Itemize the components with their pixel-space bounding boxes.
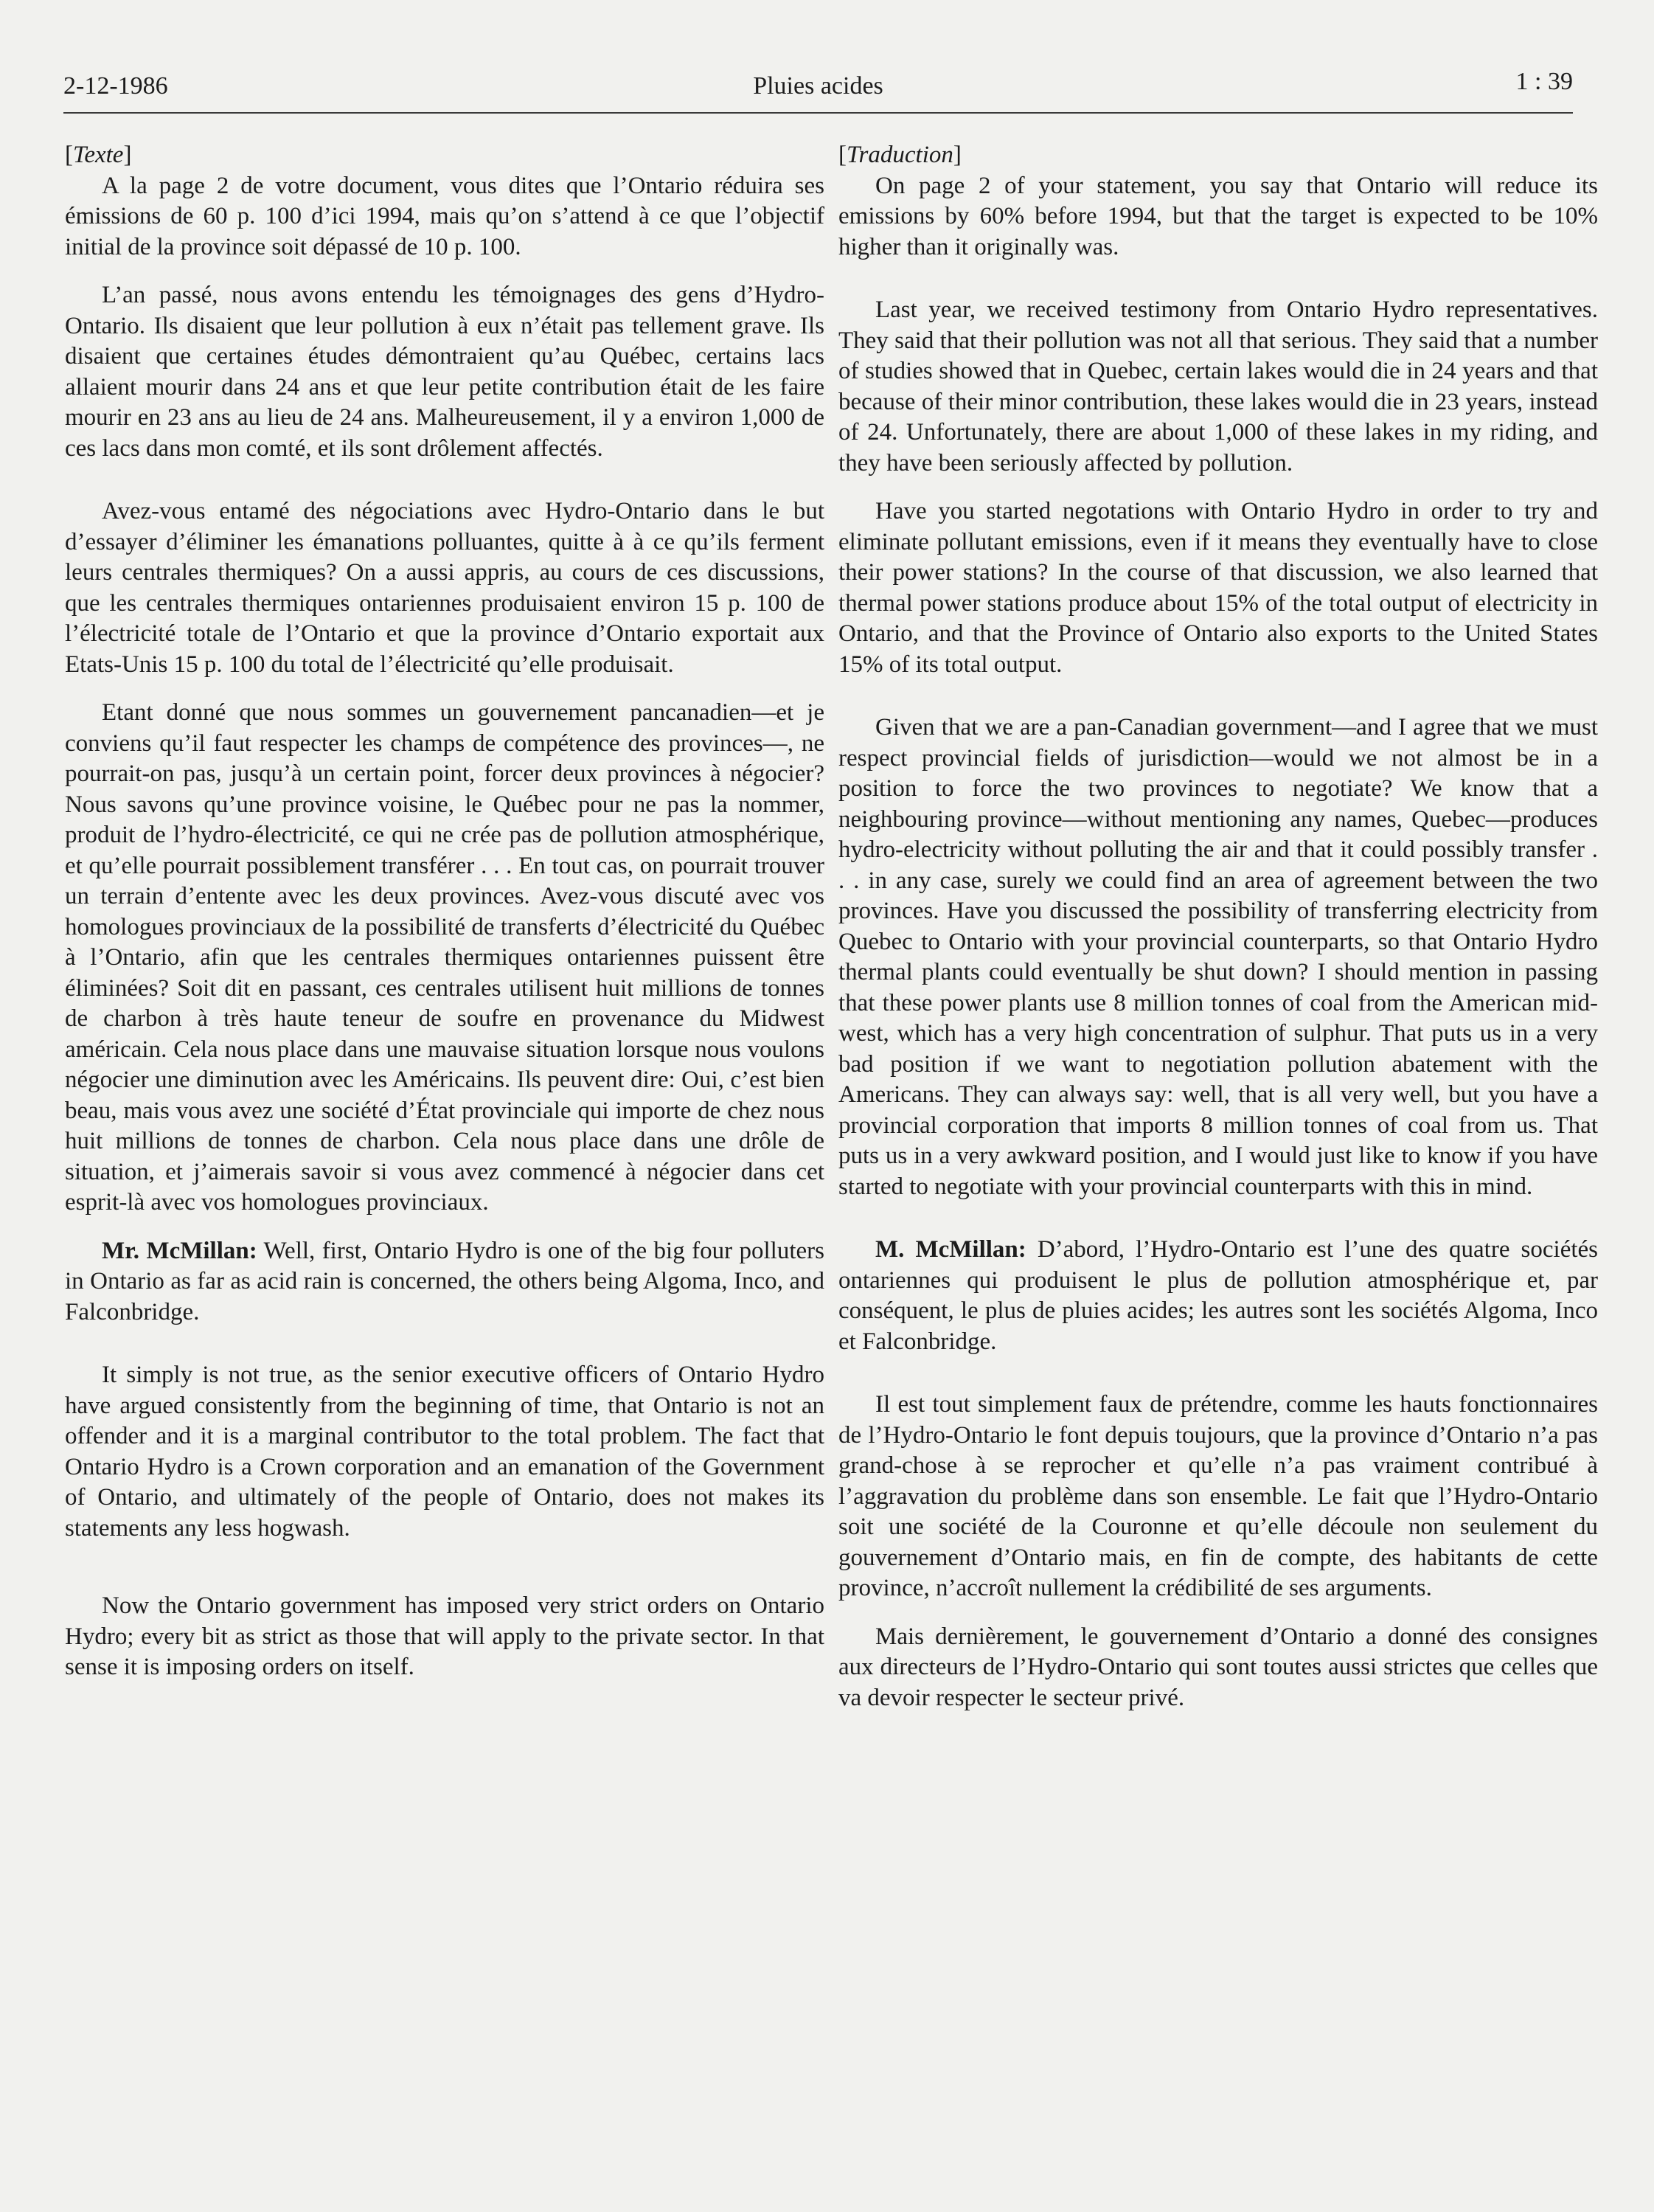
column-label: [Texte] xyxy=(65,142,132,168)
paragraph: Avez-vous entamé des négociations avec Hydro-Ontario dans le but d’essayer d’éliminer les émanations polluantes, quitte à à ce qu’ils ferment leurs centrales thermiques? On a aussi appris, au cours de ces discussions, que les centrales thermiques ontariennes produisaient environ 15 p. 100 de l’électricité totale de l’Ontario et que la province d’Ontario exportait aux Etats-Unis 15 p. 100 du total de l’électricité qu’elle produisait. xyxy=(65,498,824,678)
speaker-paragraph: Mr. McMillan: Well, first, Ontario Hydro is one of the big four polluters in Ontario as far as acid rain is concerned, the others being Algoma, Inco, and Falconbridge. xyxy=(65,1237,825,1325)
speaker-name: M. McMillan: xyxy=(875,1236,1026,1263)
header-page-number: 1 : 39 xyxy=(1515,68,1573,95)
left-column xyxy=(65,140,824,1701)
speaker-name: Mr. McMillan: xyxy=(102,1237,257,1264)
running-header xyxy=(63,68,1573,114)
paragraph: It simply is not true, as the senior executive officers of Ontario Hydro have argued consistently from the beginning of time, that Ontario is not an offender and it is a marginal contributor to the total problem. The fact that Ontario Hydro is a Crown corporation and an emanation of the Government of Ontario, and ultimately of the people of Ontario, does not makes its statements any less hogwash. xyxy=(65,1362,824,1542)
column-label: [Traduction] xyxy=(838,142,962,168)
header-title: Pluies acides xyxy=(753,72,883,100)
paragraph: Have you started negotations with Ontario Hydro in order to try and eliminate pollutant emissions, even if it means they eventually have to close their power stations? In the course of that discussion, we also learned that thermal power stations produce about 15% of the total output of electricity in Ontario, and that the Province of Ontario also exports to the United States 15% of its total output. xyxy=(838,498,1598,678)
paragraph: A la page 2 de votre document, vous dites que l’Ontario réduira ses émissions de 60 p. 100 d’ici 1994, mais qu’on s’attend à ce que l’objectif initial de la province soit dépassé de 10 p. 100. xyxy=(65,172,824,260)
header-date: 2-12-1986 xyxy=(63,72,168,100)
paragraph: Given that we are a pan-Canadian government—and I agree that we must respect provincial fields of jurisdiction—would we not almost be in a position to force the two provinces to negotiate? We know that a neighbouring province—without mentioning any names, Quebec—produces hydro-electricity without polluting the air and that it could possibly transfer . . . in any case, surely we could find an area of agreement between the two provinces. Have you discussed the possibility of transferring electricity from Quebec to Ontario with your provincial counterparts, so that Ontario Hydro thermal plants could eventually be shut down? I should mention in passing that these power plants use 8 million tonnes of coal from the American mid-west, which has a very high concentration of sulphur. That puts us in a very bad position if we want to negotiation pollution abatement with the Americans. They can always say: well, that is all very well, but you have a provincial corporation that imports 8 million tonnes of coal from us. That puts us in a very awkward position, and I would just like to know if you have started to negotiate with your provincial counterparts with this in mind. xyxy=(838,714,1598,1200)
paragraph: Il est tout simplement faux de prétendre, comme les hauts fonctionnaires de l’Hydro-Ontario le font depuis toujours, que la province d’Ontario n’a pas grand-chose à se reprocher et qu’elle n’a pas vraiment contribué à l’aggravation du problème dans son ensemble. Le fait que l’Hydro-Ontario soit une société de la Couronne et qu’elle découle non seulement du gouvernement d’Ontario mais, en fin de compte, des habitants de cette province, n’accroît nullement la crédibilité de ses arguments. xyxy=(838,1391,1598,1601)
paragraph: Last year, we received testimony from Ontario Hydro representatives. They said that their pollution was not all that serious. They said that a number of studies showed that in Quebec, certain lakes would die in 24 years and that because of their minor contribution, these lakes would die in 23 years, instead of 24. Unfortunately, there are about 1,000 of these lakes in my riding, and they have been seriously affected by pollution. xyxy=(838,297,1598,476)
paragraph: On page 2 of your statement, you say that Ontario will reduce its emissions by 60% before 1994, but that the target is expected to be 10% higher than it originally was. xyxy=(838,172,1598,260)
paragraph: L’an passé, nous avons entendu les témoignages des gens d’Hydro-Ontario. Ils disaient que leur pollution à eux n’était pas tellement grave. Ils disaient que certaines études démontraient qu’au Québec, certains lacs allaient mourir dans 24 ans et que leur petite contribution était de les faire mourir en 23 ans au lieu de 24 ans. Malheureusement, il y a environ 1,000 de ces lacs dans mon comté, et ils sont drôlement affectés. xyxy=(65,282,824,462)
speaker-paragraph: M. McMillan: D’abord, l’Hydro-Ontario est l’une des quatre sociétés ontariennes qui produisent le plus de pollution atmosphérique et, par conséquent, le plus de pluies acides; les autres sont les sociétés Algoma, Inco et Falconbridge. xyxy=(838,1236,1598,1355)
right-column xyxy=(838,140,1598,1731)
paragraph: Mais dernièrement, le gouvernement d’Ontario a donné des consignes aux directeurs de l’Hydro-Ontario qui sont toutes aussi strictes que celles que va devoir respecter le secteur privé. xyxy=(838,1623,1598,1711)
paragraph: Etant donné que nous sommes un gouvernement pancanadien—et je conviens qu’il faut respecter les champs de compétence des provinces—, ne pourrait-on pas, jusqu’à un certain point, forcer deux provinces à négocier? Nous savons qu’une province voisine, le Québec pour ne pas la nommer, produit de l’hydro-électricité, ce qui ne crée pas de pollution atmosphérique, et qu’elle pourrait possiblement transférer . . . En tout cas, on pourrait trouver un terrain d’entente avec les deux provinces. Avez-vous discuté avec vos homologues provinciaux de la possibilité de transferts d’électricité du Québec à l’Ontario, afin que les centrales thermiques ontariennes puissent être éliminées? Soit dit en passant, ces centrales utilisent huit millions de tonnes de charbon à très haute teneur de soufre en provenance du Midwest américain. Cela nous place dans une mauvaise situation lorsque nous voulons négocier une diminution avec les Américains. Ils peuvent dire: Oui, c’est bien beau, mais vous avez une société d’État provinciale qui importe de chez nous huit millions de tonnes de charbon. Cela nous place dans une drôle de situation, et j’aimerais savoir si vous avez commencé à négocier dans cet esprit-là avec vos homologues provinciaux. xyxy=(65,699,824,1216)
paragraph: Now the Ontario government has imposed very strict orders on Ontario Hydro; every bit as strict as those that will apply to the private sector. In that sense it is imposing orders on itself. xyxy=(65,1592,824,1680)
